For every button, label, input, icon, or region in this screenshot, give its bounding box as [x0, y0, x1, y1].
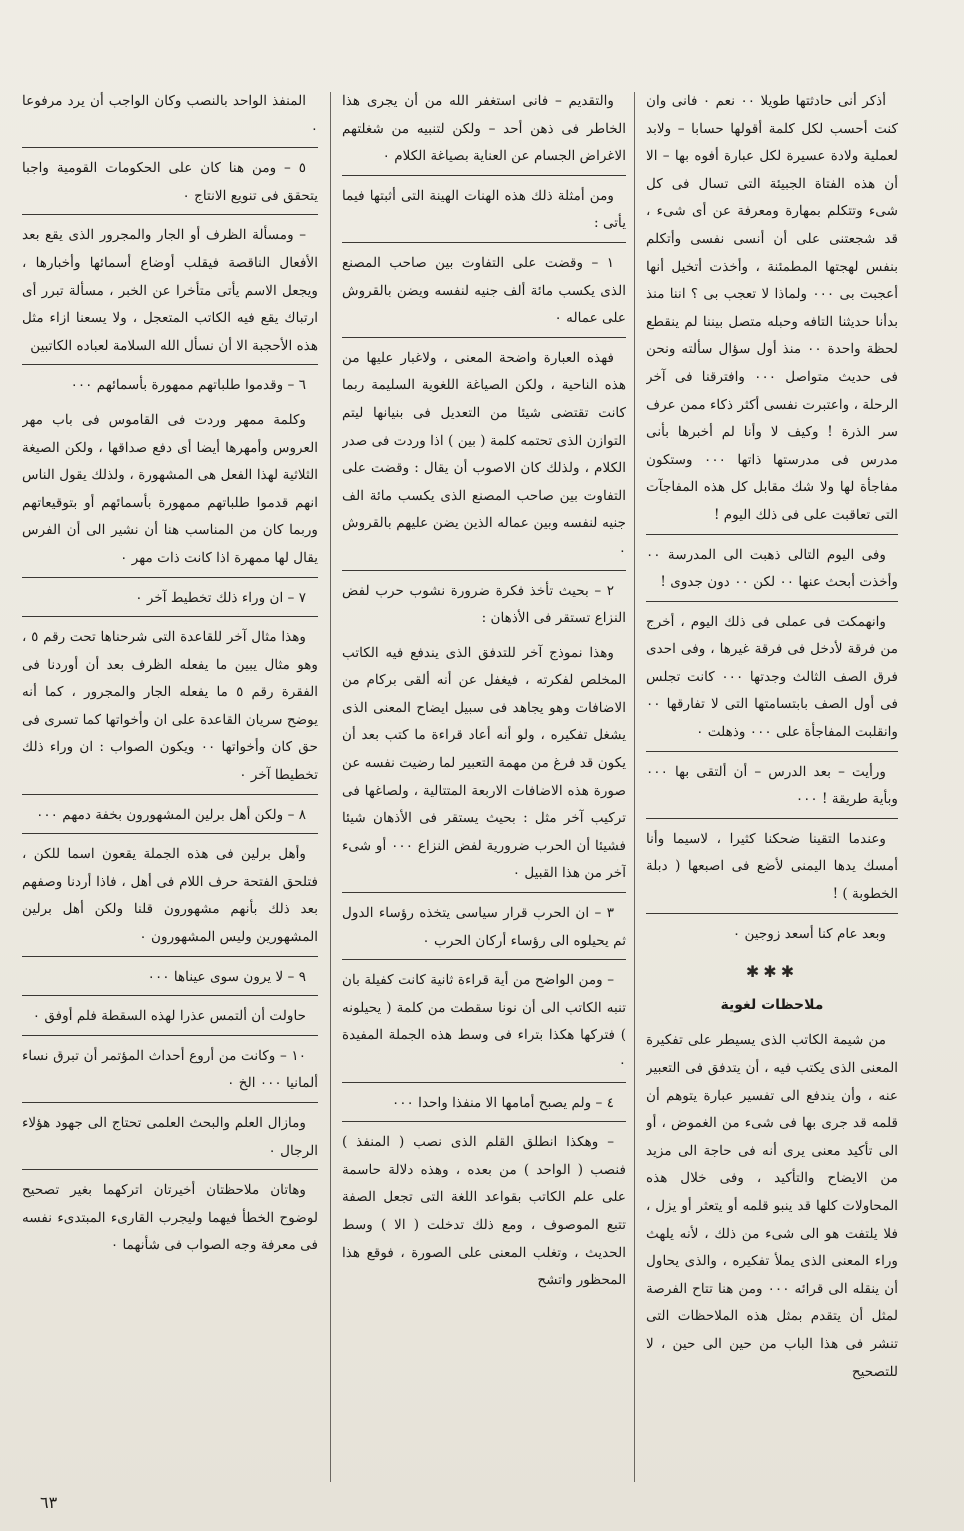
paragraph: وهذا مثال آخر للقاعدة التى شرحناها تحت رقم ٥ ، وهو مثال يبين ما يفعله الظرف بعد أن أوردنا فى الفقرة رقم ٥ ما يفعله الجار والمجرور ، كما أنه يوضح سريان القاعدة على ان وأخواتها كما تسرى فى حق كان وأخواتها ٠٠ ويكون الصواب : ان وراء ذلك تخطيطا آخر ٠	[22, 624, 318, 795]
text-column-right	[646, 88, 898, 1488]
paragraph: أذكر أنى حادثتها طويلا ٠٠ نعم ٠ فانى وان كنت أحسب لكل كلمة أقولها حسابا – ولابد لعملية ولادة عسيرة لكل عبارة أفوه بها – الا أن هذه الفتاة الجبيئة التى تسال فى كل شىء وتتكلم بمهارة ومعرفة عن أى شىء ، قد شجعتنى على أن أنسى نفسى وأتكلم بنفس لهجتها المطمئنة ، وأخذت أتخيل أنها أعجبت بى ٠٠٠ ولماذا لا تعجب بى ؟ اننا منذ بدأنا حديثنا التافه وحبله متصل بيننا لم ينقطع لحظة واحدة ٠٠ منذ أول سؤال سألته ونحن فى حديث متواصل ٠٠٠ وافترقنا فى آخر الرحلة ، واعتبرت نفسى أكثر ذكاء ممن عرف سر الذرة ! وكيف لا وأنا لم أخبرها بأنى مدرس فى مدرستها ذاتها ٠٠٠ وستكون مفاجأة لها ولا شك مقابل كل هذه المفاجآت التى تعاقبت على فى ذلك اليوم !	[646, 88, 898, 535]
section-separator: ✱✱✱	[745, 962, 799, 982]
paragraph: ١٠ – وكانت من أروع أحداث المؤتمر أن تبرق نساء ألمانيا ٠٠٠ الخ ٠	[22, 1043, 318, 1103]
section-heading: ملاحظات لغوية	[720, 996, 824, 1013]
column-divider	[634, 92, 635, 1482]
paragraph: ومن أمثلة ذلك هذه الهنات الهينة التى أثبتها فيما يأتى :	[342, 183, 626, 243]
paragraph: ٢ – بحيث تأخذ فكرة ضرورة نشوب حرب لفض النزاع تستقر فى الأذهان :	[342, 582, 626, 627]
paragraph: ٦ – وقدموا طلباتهم ممهورة بأسمائهم ٠٠٠	[70, 377, 306, 394]
paragraph: ٧ – ان وراء ذلك تخطيط آخر ٠	[22, 585, 318, 618]
paragraph: وفى اليوم التالى ذهبت الى المدرسة ٠٠ وأخذت أبحث عنها ٠٠ لكن ٠٠ دون جدوى !	[646, 542, 898, 602]
page-number: ٦٣	[40, 1493, 58, 1512]
paragraph: ١ – وقضت على التفاوت بين صاحب المصنع الذى يكسب مائة ألف جنيه لنفسه ويضن بالقروش على عماله ٠	[342, 250, 626, 338]
paragraph: ٣ – ان الحرب قرار سياسى يتخذه رؤساء الدول ثم يحيلوه الى رؤساء أركان الحرب ٠	[342, 900, 626, 960]
paragraph: وأهل برلين فى هذه الجملة يقعون اسما للكن ، فتلحق الفتحة حرف اللام فى أهل ، فاذا أردنا وصفهم بعد ذلك بأنهم مشهورون قلنا ولكن أهل برلين المشهورين وليس المشهورون ٠	[22, 841, 318, 956]
paragraph: وهذا نموذج آخر للتدفق الذى يندفع فيه الكاتب المخلص لفكرته ، فيغفل عن أنه ألقى بركام من الاضافات وهو يجاهد فى سبيل ايضاح المعنى الذى يشغل تفكيره ، ولو أنه أعاد قراءة ما كتب بعد أن يكون قد فرغ من مهمة التعبير لما رضيت نفسه عن صورة هذه الاضافات الاربعة المتتالية ، ولصاغها فى تركيب آخر مثل : بحيث يستقر فى الأذهان شيئا فشيئا أن الحرب ضرورية لفض النزاع ٠٠٠ أو شىء آخر من هذا القبيل ٠	[342, 640, 626, 893]
paragraph: ورأيت – بعد الدرس – أن ألتقى بها ٠٠٠ وبأية طريقة ! ٠٠٠	[646, 759, 898, 819]
paragraph: من شيمة الكاتب الذى يسيطر على تفكيرة المعنى الذى يكتب فيه ، أن يتدفق فى التعبير عنه ، وأن يندفع الى تفسير عبارة يتوهم أن قلمه قد جرى بها فى شىء من الغموض ، أو الى تأكيد معنى يرى أنه فى حاجة الى مزيد من الايضاح والتأكيد ، وفى خلال هذه المحاولات كلها قد ينبو قلمه أو يتعثر أو يزل ، فلا يلتفت هو الى شىء من ذلك ، لأنه يلهث وراء المعنى الذى يملأ تفكيره ، والذى يحاول أن ينقله الى قرائه ٠٠٠ ومن هنا تتاح الفرصة لمثل أن يتقدم بمثل هذه الملاحظات التى تنشر فى هذا الباب من حين الى حين ، لا للتصحيح	[646, 1032, 898, 1380]
paragraph: وكلمة ممهر وردت فى القاموس فى باب مهر العروس وأمهرها أيضا أى دفع صداقها ، ولكن الصيغة الثلاثية لهذا الفعل هى المشهورة ، ولذلك يقول الناس انهم قدموا طلباتهم ممهورة بأسمائهم أو بتوقيعاتهم وربما كان من المناسب هنا أن نشير الى أن الفرس يقال لها ممهرة اذا كانت ذات مهر ٠	[22, 407, 318, 578]
paragraph: ٩ – لا يرون سوى عيناها ٠٠٠	[22, 964, 318, 997]
paragraph: – ومن الواضح من أية قراءة ثانية كانت كفيلة بان تنبه الكاتب الى أن نونا سقطت من كلمة ( يحيلونه ) فتركها هكذا بتراء فى وسط هذه الجملة المفيدة ٠	[342, 967, 626, 1082]
paragraph: فهذه العبارة واضحة المعنى ، ولاغبار عليها من هذه الناحية ، ولكن الصياغة اللغوية السليمة ربما كانت تقتضى شيئا من التعديل فى بنيانها ليتم التوازن الذى تحتمه كلمة ( بين ) اذا وردت فى صدر الكلام ، ولذلك كان الاصوب أن يقال : وقضت على التفاوت بين صاحب المصنع الذى يكسب مائة الف جنيه لنفسه وبين عماله الذين يضن عليهم بالقروش ٠	[342, 345, 626, 571]
paragraph: – وهكذا انطلق القلم الذى نصب ( المنفذ ) فنصب ( الواحد ) من بعده ، وهذه دلالة حاسمة على علم الكاتب بقواعد اللغة التى تجعل الصفة تتبع الموصوف ، ومع ذلك تدخلت ( الا ) وسط الحديث ، وتغلب المعنى على الصورة ، فوقع هذا المحظور واتشح	[342, 1134, 626, 1289]
paragraph: ومازال العلم والبحث العلمى تحتاج الى جهود هؤلاء الرجال ٠	[22, 1110, 318, 1170]
paragraph: ٥ – ومن هنا كان على الحكومات القومية واجبا يتحقق فى تنويع الانتاج ٠	[22, 155, 318, 215]
column-divider	[330, 92, 331, 1482]
paragraph: ٤ – ولم يصبح أمامها الا منفذا واحدا ٠٠٠	[342, 1090, 626, 1123]
paragraph: المنفذ الواحد بالنصب وكان الواجب أن يرد مرفوعا ٠	[22, 88, 318, 148]
paragraph: – ومسألة الظرف أو الجار والمجرور الذى يقع بعد الأفعال الناقصة فيقلب أوضاع أسمائها وأخبارها ، ويجعل الاسم يأتى متأخرا عن الخبر ، مسألة تبرر أى ارتباك يقع فيه الكاتب المتعجل ، ولا يسعنا ازاء مثل هذه الأحجبة الا أن نسأل الله السلامة لعباده الكاتبين	[22, 222, 318, 365]
paragraph: ٨ – ولكن أهل برلين المشهورون بخفة دمهم ٠٠٠	[22, 802, 318, 835]
text-column-middle	[342, 88, 626, 1488]
paragraph: وبعد عام كنا أسعد زوجين ٠	[732, 925, 886, 942]
paragraph: وعندما التقينا ضحكنا كثيرا ، لاسيما وأنا أمسك يدها اليمنى لأضع فى اصبعها ( دبلة الخطوبة ) !	[646, 826, 898, 914]
paragraph: وهاتان ملاحظتان أخيرتان اتركهما بغير تصحيح لوضوح الخطأ فيهما وليجرب القارىء المبتدىء نفسه فى معرفة وجه الصواب فى شأنهما ٠	[22, 1182, 318, 1254]
paragraph: وانهمكت فى عملى فى ذلك اليوم ، أخرج من فرقة لأدخل فى فرقة غيرها ، وفى احدى فرق الصف الثالث وجدتها ٠٠٠ كانت تجلس فى أول الصف بابتسامتها التى لا تفارقها ٠٠ وانقلبت المفاجأة على ٠٠٠ وذهلت ٠	[646, 609, 898, 752]
text-column-left	[22, 88, 318, 1488]
paragraph: حاولت أن ألتمس عذرا لهذه السقطة فلم أوفق ٠	[22, 1003, 318, 1036]
paragraph: والتقديم – فانى استغفر الله من أن يجرى هذا الخاطر فى ذهن أحد – ولكن لتنبيه من شغلتهم الاغراض الجسام عن العناية بصياغة الكلام ٠	[342, 88, 626, 176]
